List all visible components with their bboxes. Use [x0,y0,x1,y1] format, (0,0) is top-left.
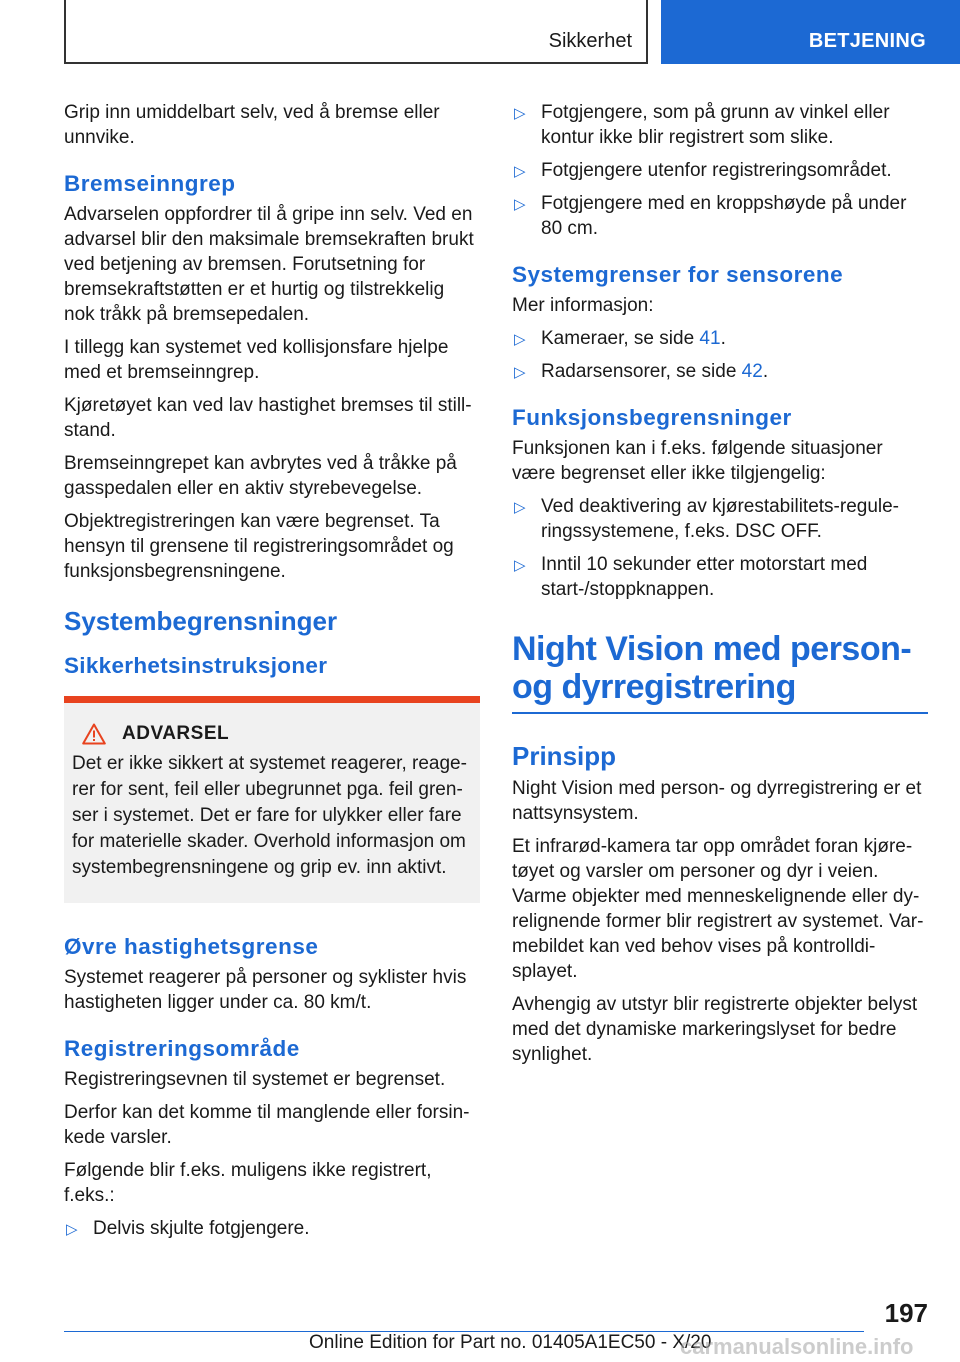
footer-edition: Online Edition for Part no. 01405A1EC50 - X/20 [309,1332,712,1353]
bullet-triangle-icon: ▷ [514,557,526,574]
list-item: ▷ Fotgjengere utenfor registreringsområdet. [512,158,928,183]
warning-box [64,696,480,903]
bullet-triangle-icon: ▷ [66,1221,78,1238]
registrering-list [64,1216,480,1241]
heading-systembegrensninger: Systembegrensninger [64,606,338,636]
night-p1: Night Vision med person- og dyrregistrering er et nattsynsystem. [512,778,922,824]
night-p2: Et infrarød-kamera tar opp området foran kjøre-tøyet og varsler om personer og dyr i veien. Varme objekter med menneskelignende eller dy-relignende former blir registrert av systemet. Var-mebildet kan ved behov vises på kontrolldi-splayet. [512,836,924,982]
header-chapter-tab[interactable] [661,0,960,64]
bullet-triangle-icon: ▷ [514,331,526,348]
page-number: 197 [884,1298,928,1328]
bullet-triangle-icon: ▷ [514,105,526,122]
list-item: ▷ Inntil 10 sekunder etter motorstart med start-/stoppknappen. [514,554,868,600]
registrering-p2: Derfor kan det komme til manglende eller forsin-kede varsler. [64,1102,470,1148]
bullet-triangle-icon: ▷ [514,499,526,516]
sensor-list [512,326,928,384]
header-chapter-label: BETJENING [808,30,926,52]
warning-title: ADVARSEL [122,723,230,744]
bremseinngrep-p4: Bremseinngrepet kan avbrytes ved å tråkke på gasspedalen eller en aktiv styrebevegelse. [64,453,457,499]
bullet-triangle-icon: ▷ [514,163,526,180]
warning-text: Det er ikke sikkert at systemet reagerer, reage-rer for sent, feil eller ubegrunnet pga. feil gren-ser i systemet. Det er fare for ulykker eller fare for materielle skader. Overhold informasjon om systembegrensningene og grip ev. inn aktivt. [72,753,467,878]
heading-prinsipp: Prinsipp [512,741,617,771]
header-section-title: Sikkerhet [548,30,632,52]
left-column [64,100,480,1249]
funksjon-list [512,494,928,602]
watermark: carmanualsonline.info [680,1334,914,1359]
list-item: ▷ Fotgjengere med en kroppshøyde på under 80 cm. [514,193,907,239]
page-link-41[interactable]: 41 [699,328,721,349]
funksjon-intro: Funksjonen kan i f.eks. følgende situasjoner være begrenset eller ikke tilgjengelig: [512,438,883,484]
ovre-text: Systemet reagerer på personer og syklister hvis hastigheten ligger under ca. 80 km/t. [64,967,467,1013]
heading-ovre-hastighetsgrense: Øvre hastighetsgrense [64,934,319,959]
right-column [512,100,928,1075]
bullet-triangle-icon: ▷ [514,196,526,213]
bremseinngrep-p5: Objektregistreringen kan være begrenset. Ta hensyn til grensene til registreringsområdet og funksjonsbegrensningene. [64,511,454,582]
list-item: ▷ Kameraer, se side 41. [512,326,928,351]
bremseinngrep-p3: Kjøretøyet kan ved lav hastighet bremses til still-stand. [64,395,472,441]
pedestrian-list [512,100,928,241]
heading-sikkerhetsinstruksjoner: Sikkerhetsinstruksjoner [64,653,328,678]
intro-paragraph: Grip inn umiddelbart selv, ved å bremse eller unnvike. [64,102,440,148]
list-item: ▷ Ved deaktivering av kjørestabilitets-regule-ringssystemene, f.eks. DSC OFF. [514,496,900,542]
warning-triangle-icon [82,723,106,745]
registrering-p3: Følgende blir f.eks. muligens ikke registrert, f.eks.: [64,1160,432,1206]
sensor-intro: Mer informasjon: [512,295,654,316]
header-section-box [64,0,648,64]
heading-bremseinngrep: Bremseinngrep [64,171,236,196]
bullet-triangle-icon: ▷ [514,364,526,381]
heading-registreringsomrade: Registreringsområde [64,1036,300,1061]
page-link-42[interactable]: 42 [741,361,763,382]
list-item: ▷ Delvis skjulte fotgjengere. [64,1216,480,1241]
bremseinngrep-p2: I tillegg kan systemet ved kollisjonsfare hjelpe med et bremseinngrep. [64,337,449,383]
heading-systemgrenser-sensorene: Systemgrenser for sensorene [512,262,844,287]
registrering-p1: Registreringsevnen til systemet er begrenset. [64,1069,446,1090]
bremseinngrep-p1: Advarselen oppfordrer til å gripe inn selv. Ved en advarsel blir den maksimale bremsekraften brukt ved betjening av bremsen. Forutsetning for bremsekraftstøtten er et hurtig og tilstrekkelig nok tråkk på bremsepedalen. [64,204,474,325]
list-item: ▷ Radarsensorer, se side 42. [512,359,928,384]
warning-header [82,723,470,745]
heading-funksjonsbegrensninger: Funksjonsbegrensninger [512,405,792,430]
heading-night-vision: Night Vision med person-og dyrregistrering [512,630,928,714]
list-item: ▷ Fotgjengere, som på grunn av vinkel eller kontur ikke blir registrert som slike. [514,102,890,148]
night-p3: Avhengig av utstyr blir registrerte objekter belyst med det dynamiske markeringslyset for bedre synlighet. [512,994,918,1065]
